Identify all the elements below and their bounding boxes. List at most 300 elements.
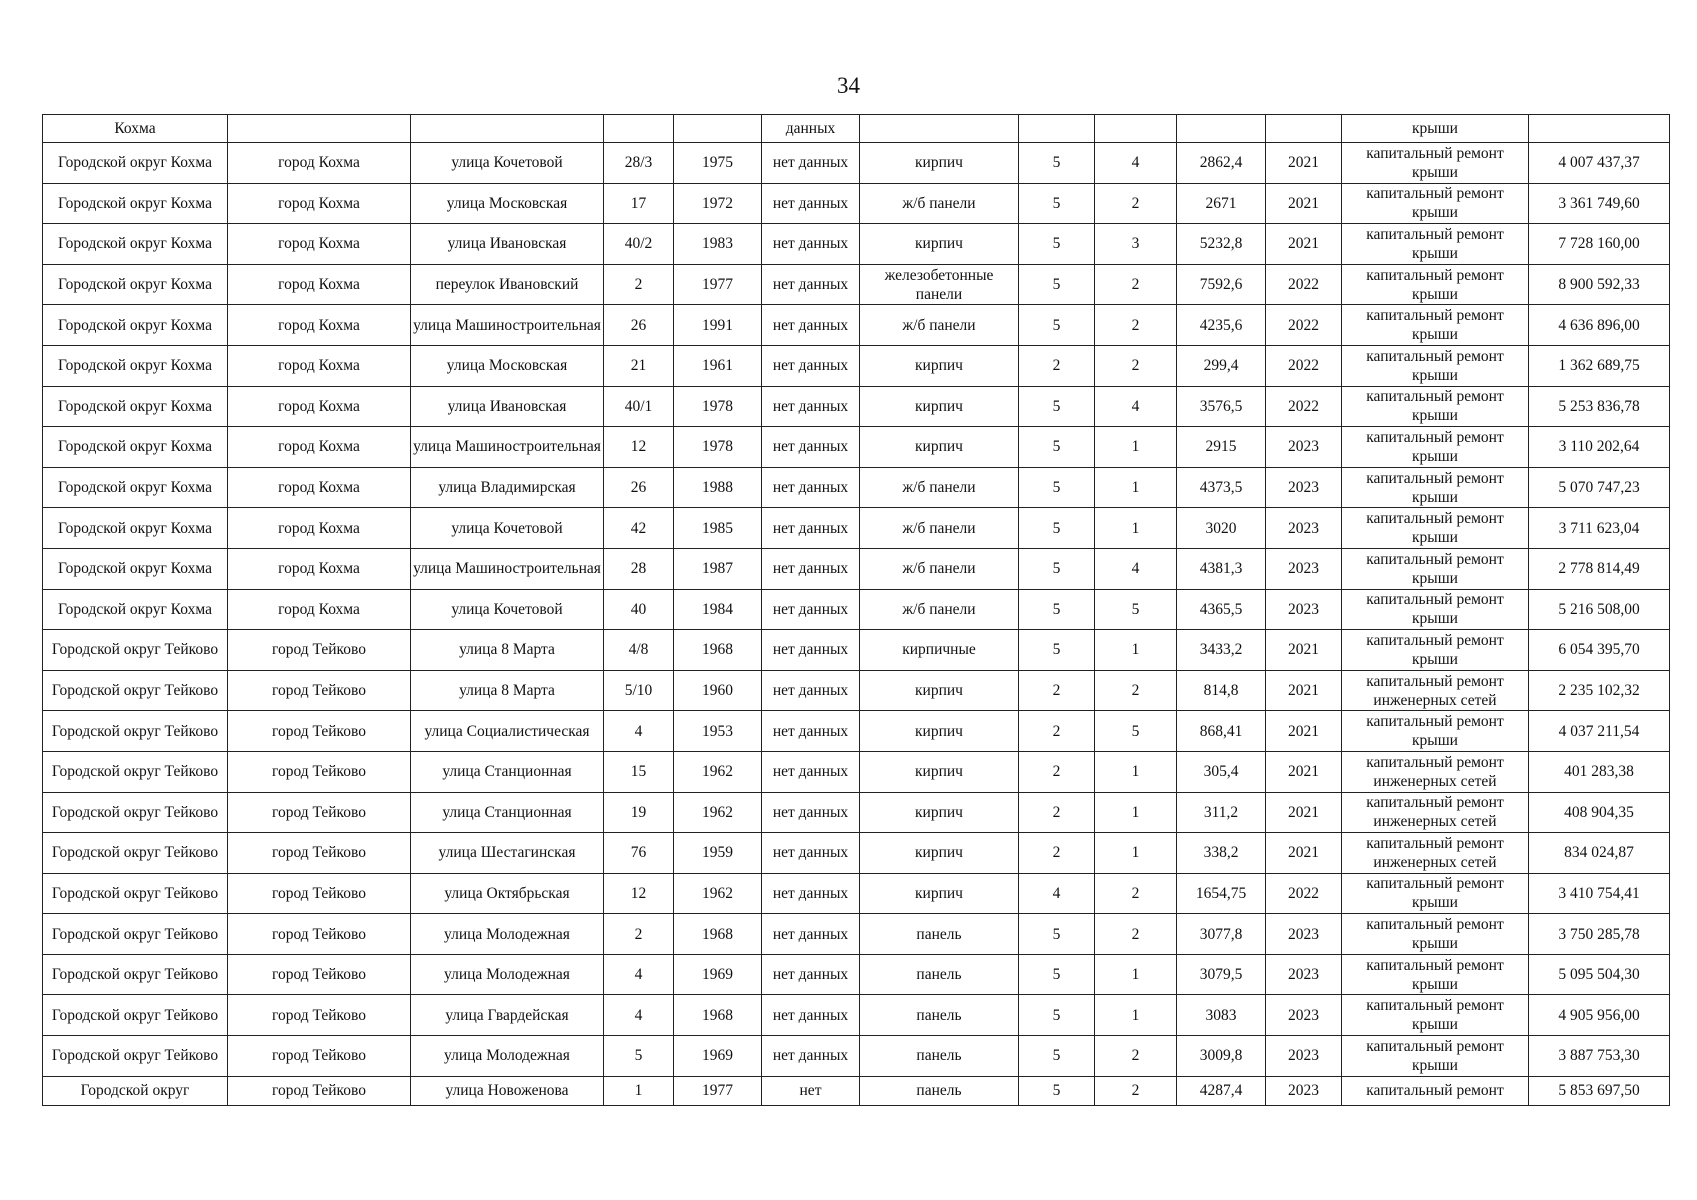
table-row: [43, 386, 1670, 427]
table-row: [43, 954, 1670, 995]
area-cell: 7592,6: [1177, 264, 1266, 305]
house-number-cell: 28/3: [604, 143, 674, 184]
work-type-cell: капитальный ремонт крыши: [1342, 630, 1529, 671]
table-row: [43, 589, 1670, 630]
repair-year-cell: 2022: [1266, 305, 1342, 346]
cost-cell: 3 410 754,41: [1529, 873, 1670, 914]
wall-material-cell: кирпич: [860, 751, 1019, 792]
work-type-cell: капитальный ремонт крыши: [1342, 467, 1529, 508]
settlement-cell: город Тейково: [228, 711, 411, 752]
repair-year-cell: 2023: [1266, 508, 1342, 549]
repair-year-cell: 2023: [1266, 589, 1342, 630]
repair-year-cell: 2021: [1266, 711, 1342, 752]
cost-cell: 6 054 395,70: [1529, 630, 1670, 671]
house-number-cell: 40/2: [604, 224, 674, 265]
floors-cell: 5: [1019, 224, 1095, 265]
entrances-cell: 2: [1095, 1076, 1177, 1105]
settlement-cell: город Кохма: [228, 345, 411, 386]
wall-year-cell: нет данных: [762, 670, 860, 711]
cost-cell: 5 095 504,30: [1529, 954, 1670, 995]
entrances-cell: 2: [1095, 183, 1177, 224]
wall-year-cell: нет данных: [762, 873, 860, 914]
wall-year-cell: нет данных: [762, 833, 860, 874]
repair-year-cell: 2022: [1266, 264, 1342, 305]
street-cell: улица Машиностроительная: [411, 427, 604, 468]
house-number-cell: 4: [604, 995, 674, 1036]
table-row: [43, 508, 1670, 549]
street-cell: улица Кочетовой: [411, 508, 604, 549]
wall-material-cell: панель: [860, 1076, 1019, 1105]
work-type-cell: капитальный ремонт крыши: [1342, 873, 1529, 914]
wall-year-cell: нет данных: [762, 954, 860, 995]
wall-year-cell: нет данных: [762, 264, 860, 305]
area-cell: 2671: [1177, 183, 1266, 224]
entrances-cell: 2: [1095, 264, 1177, 305]
repair-year-cell: 2023: [1266, 548, 1342, 589]
repair-year-cell: 2023: [1266, 954, 1342, 995]
area-cell: 2915: [1177, 427, 1266, 468]
settlement-cell: город Кохма: [228, 386, 411, 427]
municipality-cell: Городской округ Тейково: [43, 711, 228, 752]
area-cell: 2862,4: [1177, 143, 1266, 184]
entrances-cell: 1: [1095, 467, 1177, 508]
house-number-cell: 21: [604, 345, 674, 386]
repair-year-cell: 2022: [1266, 873, 1342, 914]
area-cell: 4373,5: [1177, 467, 1266, 508]
work-type-cell: капитальный ремонт крыши: [1342, 914, 1529, 955]
table-row: [43, 630, 1670, 671]
floors-cell: 5: [1019, 1036, 1095, 1077]
wall-year-cell: нет данных: [762, 630, 860, 671]
table-row: [43, 224, 1670, 265]
wall-material-cell: панель: [860, 914, 1019, 955]
wall-material-cell: кирпич: [860, 711, 1019, 752]
build-year-cell: 1983: [674, 224, 762, 265]
wall-material-cell: панель: [860, 995, 1019, 1036]
entrances-cell: 4: [1095, 143, 1177, 184]
house-number-cell: 40: [604, 589, 674, 630]
table-row-continued: [43, 115, 1670, 143]
table-row: [43, 792, 1670, 833]
wall-material-cell: железобетонные панели: [860, 264, 1019, 305]
entrances-cell: 2: [1095, 914, 1177, 955]
cost-cell: 3 110 202,64: [1529, 427, 1670, 468]
settlement-cell: город Кохма: [228, 143, 411, 184]
house-number-cell: 15: [604, 751, 674, 792]
settlement-cell: город Кохма: [228, 264, 411, 305]
build-year-cell: 1962: [674, 792, 762, 833]
house-number-cell: 28: [604, 548, 674, 589]
floors-cell: 2: [1019, 711, 1095, 752]
municipality-cell: Городской округ Тейково: [43, 954, 228, 995]
floors-cell: 5: [1019, 914, 1095, 955]
work-type-cell: капитальный ремонт крыши: [1342, 954, 1529, 995]
house-number-cell: 40/1: [604, 386, 674, 427]
cost-cell: 4 007 437,37: [1529, 143, 1670, 184]
wall-material-cell: ж/б панели: [860, 548, 1019, 589]
wall-year-cell: нет данных: [762, 792, 860, 833]
street-cell: переулок Ивановский: [411, 264, 604, 305]
cost-cell: 4 037 211,54: [1529, 711, 1670, 752]
build-year-cell: 1962: [674, 751, 762, 792]
floors-cell: 5: [1019, 589, 1095, 630]
municipality-cell: Городской округ Тейково: [43, 995, 228, 1036]
build-year-cell: 1968: [674, 630, 762, 671]
wall-material-cell: кирпич: [860, 224, 1019, 265]
wall-year-cell: нет данных: [762, 224, 860, 265]
cost-cell: [1529, 115, 1670, 143]
area-cell: 4235,6: [1177, 305, 1266, 346]
build-year-cell: 1978: [674, 427, 762, 468]
floors-cell: 2: [1019, 833, 1095, 874]
table-row: [43, 995, 1670, 1036]
cost-cell: 5 253 836,78: [1529, 386, 1670, 427]
work-type-cell: капитальный ремонт инженерных сетей: [1342, 833, 1529, 874]
municipality-cell: Городской округ Кохма: [43, 224, 228, 265]
work-type-cell: капитальный ремонт инженерных сетей: [1342, 751, 1529, 792]
municipality-cell: Городской округ Кохма: [43, 183, 228, 224]
entrances-cell: 1: [1095, 630, 1177, 671]
table-row: [43, 711, 1670, 752]
street-cell: улица 8 Марта: [411, 670, 604, 711]
build-year-cell: 1961: [674, 345, 762, 386]
work-type-cell: капитальный ремонт крыши: [1342, 589, 1529, 630]
work-type-cell: капитальный ремонт крыши: [1342, 548, 1529, 589]
work-type-cell: капитальный ремонт крыши: [1342, 386, 1529, 427]
municipality-cell: Городской округ Тейково: [43, 1036, 228, 1077]
floors-cell: 2: [1019, 670, 1095, 711]
area-cell: 814,8: [1177, 670, 1266, 711]
house-number-cell: 1: [604, 1076, 674, 1105]
street-cell: улица Гвардейская: [411, 995, 604, 1036]
municipality-cell: Городской округ Кохма: [43, 548, 228, 589]
table-row: [43, 914, 1670, 955]
cost-cell: 5 216 508,00: [1529, 589, 1670, 630]
build-year-cell: 1975: [674, 143, 762, 184]
work-type-cell: капитальный ремонт крыши: [1342, 264, 1529, 305]
wall-year-cell: нет данных: [762, 711, 860, 752]
settlement-cell: город Тейково: [228, 995, 411, 1036]
repair-year-cell: 2023: [1266, 914, 1342, 955]
floors-cell: 5: [1019, 183, 1095, 224]
wall-material-cell: ж/б панели: [860, 183, 1019, 224]
build-year-cell: 1991: [674, 305, 762, 346]
cost-cell: 5 853 697,50: [1529, 1076, 1670, 1105]
cost-cell: 3 361 749,60: [1529, 183, 1670, 224]
municipality-cell: Городской округ Кохма: [43, 264, 228, 305]
municipality-cell: Городской округ Кохма: [43, 427, 228, 468]
table-row-partial: [43, 1076, 1670, 1105]
street-cell: улица Ивановская: [411, 386, 604, 427]
cost-cell: 3 750 285,78: [1529, 914, 1670, 955]
entrances-cell: 2: [1095, 873, 1177, 914]
cost-cell: 4 905 956,00: [1529, 995, 1670, 1036]
house-number-cell: 12: [604, 427, 674, 468]
work-type-cell: капитальный ремонт крыши: [1342, 183, 1529, 224]
work-type-cell: капитальный ремонт инженерных сетей: [1342, 670, 1529, 711]
floors-cell: 2: [1019, 751, 1095, 792]
area-cell: 305,4: [1177, 751, 1266, 792]
cost-cell: 1 362 689,75: [1529, 345, 1670, 386]
build-year-cell: 1977: [674, 264, 762, 305]
repair-year-cell: 2021: [1266, 630, 1342, 671]
floors-cell: 5: [1019, 427, 1095, 468]
house-number-cell: [604, 115, 674, 143]
municipality-cell: Городской округ Кохма: [43, 386, 228, 427]
wall-material-cell: панель: [860, 954, 1019, 995]
wall-year-cell: нет данных: [762, 548, 860, 589]
settlement-cell: город Тейково: [228, 630, 411, 671]
floors-cell: 5: [1019, 508, 1095, 549]
wall-year-cell: данных: [762, 115, 860, 143]
work-type-cell: капитальный ремонт крыши: [1342, 1036, 1529, 1077]
cost-cell: 834 024,87: [1529, 833, 1670, 874]
area-cell: 5232,8: [1177, 224, 1266, 265]
build-year-cell: 1962: [674, 873, 762, 914]
street-cell: улица Молодежная: [411, 1036, 604, 1077]
floors-cell: 2: [1019, 792, 1095, 833]
entrances-cell: 4: [1095, 386, 1177, 427]
repair-year-cell: 2023: [1266, 467, 1342, 508]
cost-cell: 3 887 753,30: [1529, 1036, 1670, 1077]
work-type-cell: капитальный ремонт крыши: [1342, 345, 1529, 386]
house-number-cell: 4: [604, 711, 674, 752]
cost-cell: 401 283,38: [1529, 751, 1670, 792]
municipality-cell: Городской округ Кохма: [43, 467, 228, 508]
work-type-cell: капитальный ремонт крыши: [1342, 711, 1529, 752]
build-year-cell: 1984: [674, 589, 762, 630]
work-type-cell: капитальный ремонт инженерных сетей: [1342, 792, 1529, 833]
house-number-cell: 26: [604, 467, 674, 508]
build-year-cell: 1985: [674, 508, 762, 549]
wall-year-cell: нет данных: [762, 345, 860, 386]
table-row: [43, 427, 1670, 468]
municipality-cell: Городской округ Тейково: [43, 914, 228, 955]
repair-year-cell: [1266, 115, 1342, 143]
wall-year-cell: нет данных: [762, 914, 860, 955]
house-number-cell: 2: [604, 264, 674, 305]
repair-year-cell: 2023: [1266, 1036, 1342, 1077]
area-cell: 3576,5: [1177, 386, 1266, 427]
municipality-cell: Городской округ Кохма: [43, 345, 228, 386]
house-number-cell: 76: [604, 833, 674, 874]
street-cell: улица Станционная: [411, 751, 604, 792]
wall-year-cell: нет: [762, 1076, 860, 1105]
area-cell: [1177, 115, 1266, 143]
build-year-cell: 1968: [674, 914, 762, 955]
floors-cell: 5: [1019, 548, 1095, 589]
wall-material-cell: кирпич: [860, 427, 1019, 468]
wall-year-cell: нет данных: [762, 305, 860, 346]
repair-year-cell: 2021: [1266, 792, 1342, 833]
street-cell: улица Кочетовой: [411, 589, 604, 630]
repair-year-cell: 2021: [1266, 670, 1342, 711]
repair-year-cell: 2023: [1266, 995, 1342, 1036]
street-cell: улица Кочетовой: [411, 143, 604, 184]
entrances-cell: 2: [1095, 305, 1177, 346]
work-type-cell: капитальный ремонт: [1342, 1076, 1529, 1105]
area-cell: 311,2: [1177, 792, 1266, 833]
table-row: [43, 467, 1670, 508]
area-cell: 4365,5: [1177, 589, 1266, 630]
street-cell: улица Московская: [411, 183, 604, 224]
settlement-cell: [228, 115, 411, 143]
build-year-cell: 1978: [674, 386, 762, 427]
wall-material-cell: кирпич: [860, 873, 1019, 914]
repair-year-cell: 2021: [1266, 751, 1342, 792]
house-number-cell: 17: [604, 183, 674, 224]
wall-material-cell: [860, 115, 1019, 143]
municipality-cell: Городской округ Кохма: [43, 143, 228, 184]
settlement-cell: город Кохма: [228, 305, 411, 346]
table-row: [43, 143, 1670, 184]
municipality-cell: Городской округ Тейково: [43, 751, 228, 792]
floors-cell: 5: [1019, 467, 1095, 508]
table-row: [43, 548, 1670, 589]
repair-year-cell: 2022: [1266, 386, 1342, 427]
wall-material-cell: кирпич: [860, 833, 1019, 874]
entrances-cell: 1: [1095, 954, 1177, 995]
municipality-cell: Городской округ Кохма: [43, 305, 228, 346]
wall-material-cell: ж/б панели: [860, 467, 1019, 508]
floors-cell: 2: [1019, 345, 1095, 386]
floors-cell: 5: [1019, 143, 1095, 184]
entrances-cell: 5: [1095, 589, 1177, 630]
street-cell: улица Новоженова: [411, 1076, 604, 1105]
wall-year-cell: нет данных: [762, 1036, 860, 1077]
entrances-cell: 4: [1095, 548, 1177, 589]
house-number-cell: 12: [604, 873, 674, 914]
build-year-cell: 1969: [674, 954, 762, 995]
wall-year-cell: нет данных: [762, 589, 860, 630]
cost-cell: 3 711 623,04: [1529, 508, 1670, 549]
table-row: [43, 751, 1670, 792]
repair-year-cell: 2021: [1266, 143, 1342, 184]
settlement-cell: город Тейково: [228, 1076, 411, 1105]
repair-year-cell: 2022: [1266, 345, 1342, 386]
area-cell: 868,41: [1177, 711, 1266, 752]
house-number-cell: 42: [604, 508, 674, 549]
table-row: [43, 670, 1670, 711]
wall-material-cell: кирпич: [860, 345, 1019, 386]
area-cell: 338,2: [1177, 833, 1266, 874]
work-type-cell: капитальный ремонт крыши: [1342, 224, 1529, 265]
repair-year-cell: 2021: [1266, 183, 1342, 224]
area-cell: 3433,2: [1177, 630, 1266, 671]
entrances-cell: [1095, 115, 1177, 143]
wall-material-cell: кирпич: [860, 386, 1019, 427]
settlement-cell: город Тейково: [228, 914, 411, 955]
municipality-cell: Городской округ Кохма: [43, 508, 228, 549]
street-cell: улица Шестагинская: [411, 833, 604, 874]
settlement-cell: город Кохма: [228, 224, 411, 265]
street-cell: улица Социалистическая: [411, 711, 604, 752]
settlement-cell: город Кохма: [228, 508, 411, 549]
build-year-cell: 1953: [674, 711, 762, 752]
entrances-cell: 2: [1095, 1036, 1177, 1077]
settlement-cell: город Кохма: [228, 427, 411, 468]
entrances-cell: 1: [1095, 751, 1177, 792]
build-year-cell: 1987: [674, 548, 762, 589]
wall-year-cell: нет данных: [762, 751, 860, 792]
house-number-cell: 4/8: [604, 630, 674, 671]
settlement-cell: город Тейково: [228, 873, 411, 914]
house-number-cell: 2: [604, 914, 674, 955]
cost-cell: 7 728 160,00: [1529, 224, 1670, 265]
floors-cell: 5: [1019, 305, 1095, 346]
repair-year-cell: 2021: [1266, 224, 1342, 265]
area-cell: 3083: [1177, 995, 1266, 1036]
settlement-cell: город Кохма: [228, 183, 411, 224]
area-cell: 299,4: [1177, 345, 1266, 386]
build-year-cell: 1968: [674, 995, 762, 1036]
settlement-cell: город Тейково: [228, 1036, 411, 1077]
work-type-cell: капитальный ремонт крыши: [1342, 143, 1529, 184]
floors-cell: 5: [1019, 386, 1095, 427]
settlement-cell: город Кохма: [228, 589, 411, 630]
street-cell: улица Машиностроительная: [411, 305, 604, 346]
housing-repair-table: [42, 114, 1670, 1106]
wall-year-cell: нет данных: [762, 508, 860, 549]
table-row: [43, 305, 1670, 346]
build-year-cell: 1988: [674, 467, 762, 508]
house-number-cell: 26: [604, 305, 674, 346]
build-year-cell: 1972: [674, 183, 762, 224]
settlement-cell: город Кохма: [228, 467, 411, 508]
settlement-cell: город Тейково: [228, 670, 411, 711]
cost-cell: 8 900 592,33: [1529, 264, 1670, 305]
wall-year-cell: нет данных: [762, 467, 860, 508]
cost-cell: 408 904,35: [1529, 792, 1670, 833]
municipality-cell: Кохма: [43, 115, 228, 143]
wall-material-cell: ж/б панели: [860, 508, 1019, 549]
table-row: [43, 873, 1670, 914]
house-number-cell: 4: [604, 954, 674, 995]
settlement-cell: город Тейково: [228, 833, 411, 874]
settlement-cell: город Тейково: [228, 954, 411, 995]
area-cell: 4287,4: [1177, 1076, 1266, 1105]
street-cell: улица Московская: [411, 345, 604, 386]
wall-year-cell: нет данных: [762, 183, 860, 224]
wall-year-cell: нет данных: [762, 143, 860, 184]
entrances-cell: 3: [1095, 224, 1177, 265]
entrances-cell: 1: [1095, 427, 1177, 468]
street-cell: [411, 115, 604, 143]
municipality-cell: Городской округ: [43, 1076, 228, 1105]
cost-cell: 2 235 102,32: [1529, 670, 1670, 711]
table-row: [43, 264, 1670, 305]
area-cell: 1654,75: [1177, 873, 1266, 914]
repair-year-cell: 2021: [1266, 833, 1342, 874]
house-number-cell: 5: [604, 1036, 674, 1077]
floors-cell: 5: [1019, 954, 1095, 995]
street-cell: улица Ивановская: [411, 224, 604, 265]
cost-cell: 2 778 814,49: [1529, 548, 1670, 589]
work-type-cell: крыши: [1342, 115, 1529, 143]
street-cell: улица Владимирская: [411, 467, 604, 508]
street-cell: улица Молодежная: [411, 954, 604, 995]
wall-year-cell: нет данных: [762, 995, 860, 1036]
street-cell: улица Молодежная: [411, 914, 604, 955]
table-body: [43, 115, 1670, 1106]
wall-material-cell: кирпич: [860, 670, 1019, 711]
municipality-cell: Городской округ Тейково: [43, 670, 228, 711]
wall-year-cell: нет данных: [762, 427, 860, 468]
street-cell: улица 8 Марта: [411, 630, 604, 671]
wall-material-cell: ж/б панели: [860, 305, 1019, 346]
floors-cell: [1019, 115, 1095, 143]
repair-year-cell: 2023: [1266, 1076, 1342, 1105]
